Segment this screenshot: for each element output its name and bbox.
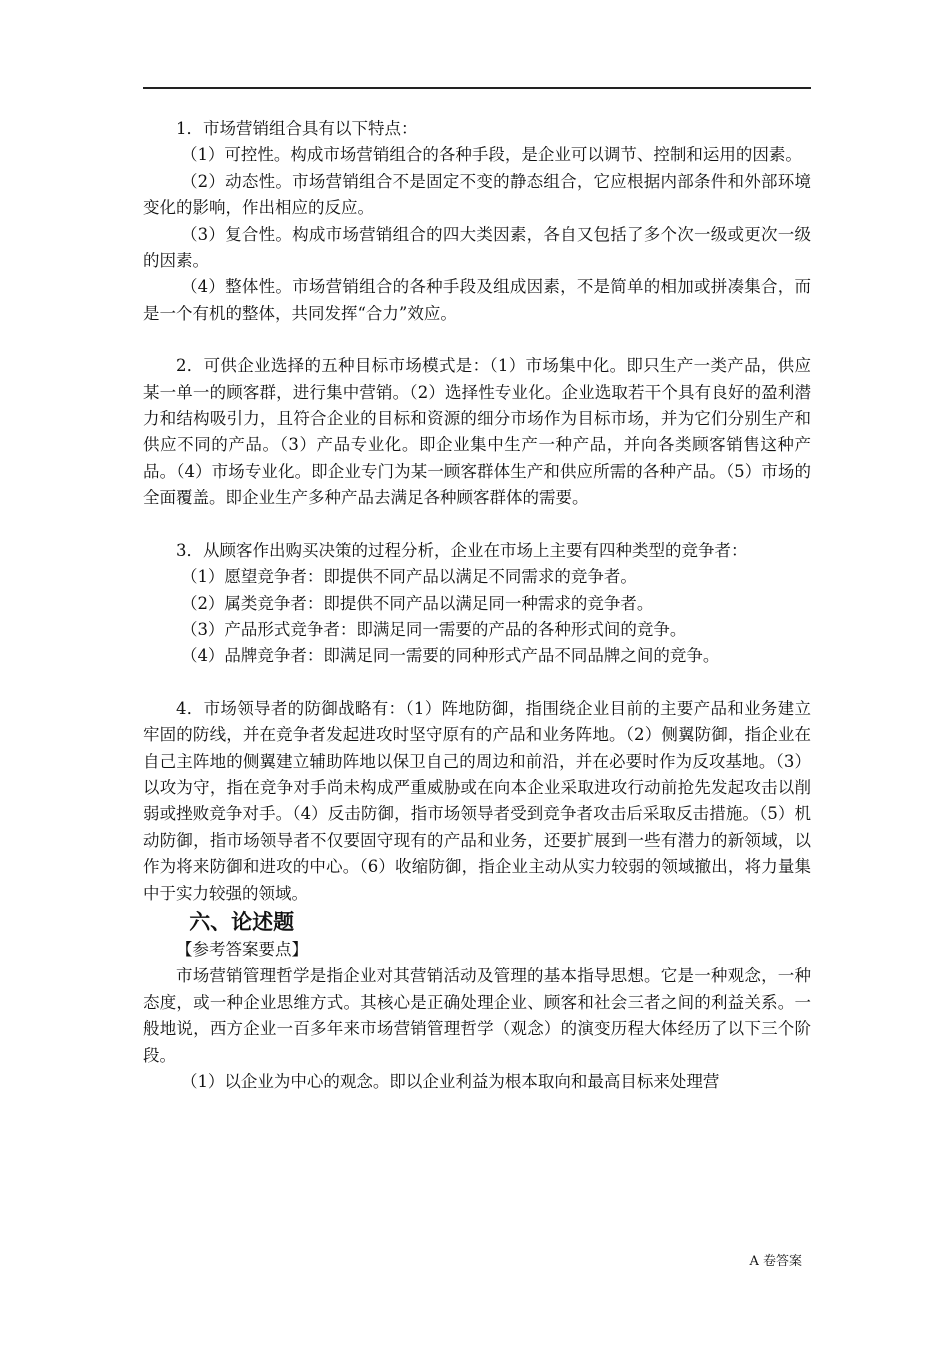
q1-item-3: （3）复合性。构成市场营销组合的四大类因素，各自又包括了多个次一级或更次一级的因素。 [143,224,811,271]
q3-item-4: （4）品牌竞争者：即满足同一需要的同种形式产品不同品牌之间的竞争。 [180,646,720,666]
spacer [143,327,811,353]
q1-item-2: （2）动态性。市场营销组合不是固定不变的静态组合，它应根据内部条件和外部环境变化的影响，作出相应的反应。 [143,171,811,218]
q3-item-2: （2）属类竞争者：即提供不同产品以满足同一种需求的竞争者。 [180,593,654,613]
q3-item-3: （3）产品形式竞争者：即满足同一需要的产品的各种形式间的竞争。 [180,619,687,639]
q4-paragraph: 4．市场领导者的防御战略有：（1）阵地防御，指围绕企业目前的主要产品和业务建立牢固的防线，并在竞争者发起进攻时坚守原有的产品和业务阵地。（2）侧翼防御，指企业在自己主阵地的侧翼建立辅助阵地以保卫自己的周边和前沿，并在必要时作为反攻基地。（3）以攻为守，指在竞争对手尚未构成严重威胁或在向本企业采取进攻行动前抢先发起攻击以削弱或挫败竞争对手。（4）反击防御，指市场领导者受到竞争者攻击后采取反击措施。（5）机动防御，指市场领导者不仅要固守现有的产品和业务，还要扩展到一些有潜力的新领域，以作为将来防御和进攻的中心。（6）收缩防御，指企业主动从实力较弱的领域撤出，将力量集中于实力较强的领域。 [143,698,811,903]
spacer [143,670,811,696]
q3-item-1: （1）愿望竞争者：即提供不同产品以满足不同需求的竞争者。 [180,567,637,587]
essay-point-1: （1）以企业为中心的观念。即以企业利益为根本取向和最高目标来处理营 [180,1072,720,1091]
q1-item-1: （1）可控性。构成市场营销组合的各种手段，是企业可以调节、控制和运用的因素。 [180,145,802,165]
q3-heading: 3．从顾客作出购买决策的过程分析，企业在市场上主要有四种类型的竞争者： [176,540,748,560]
spacer [143,512,811,538]
q1-heading: 1．市场营销组合具有以下特点： [176,119,418,138]
q2-paragraph: 2．可供企业选择的五种目标市场模式是：（1）市场集中化。即只生产一类产品，供应某一单一的顾客群，进行集中营销。（2）选择性专业化。企业选取若干个具有良好的盈利潜力和结构吸引力，且符合企业的目标和资源的细分市场作为目标市场，并为它们分别生产和供应不同的产品。（3）产品专业化。即企业集中生产一种产品，并向各类顾客销售这种产品。（4）市场专业化。即企业专门为某一顾客群体生产和供应所需的各种产品。（5）市场的全面覆盖。即企业生产多种产品去满足各种顾客群体的需要。 [143,356,811,508]
page-footer: A 卷答案 [749,1254,802,1269]
answer-content [143,116,811,1095]
essay-intro: 市场营销管理哲学是指企业对其营销活动及管理的基本指导思想。它是一种观念，一种态度，或一种企业思维方式。其核心是正确处理企业、顾客和社会三者之间的利益关系。一般地说，西方企业一百多年来市场营销管理哲学（观念）的演变历程大体经历了以下三个阶段。 [143,966,811,1065]
section-title: 六、论述题 [189,909,295,934]
header-rule [143,87,811,89]
reference-label: 【参考答案要点】 [176,939,308,959]
q1-item-4: （4）整体性。市场营销组合的各种手段及组成因素，不是简单的相加或拼凑集合，而是一个有机的整体，共同发挥“合力”效应。 [143,277,811,323]
